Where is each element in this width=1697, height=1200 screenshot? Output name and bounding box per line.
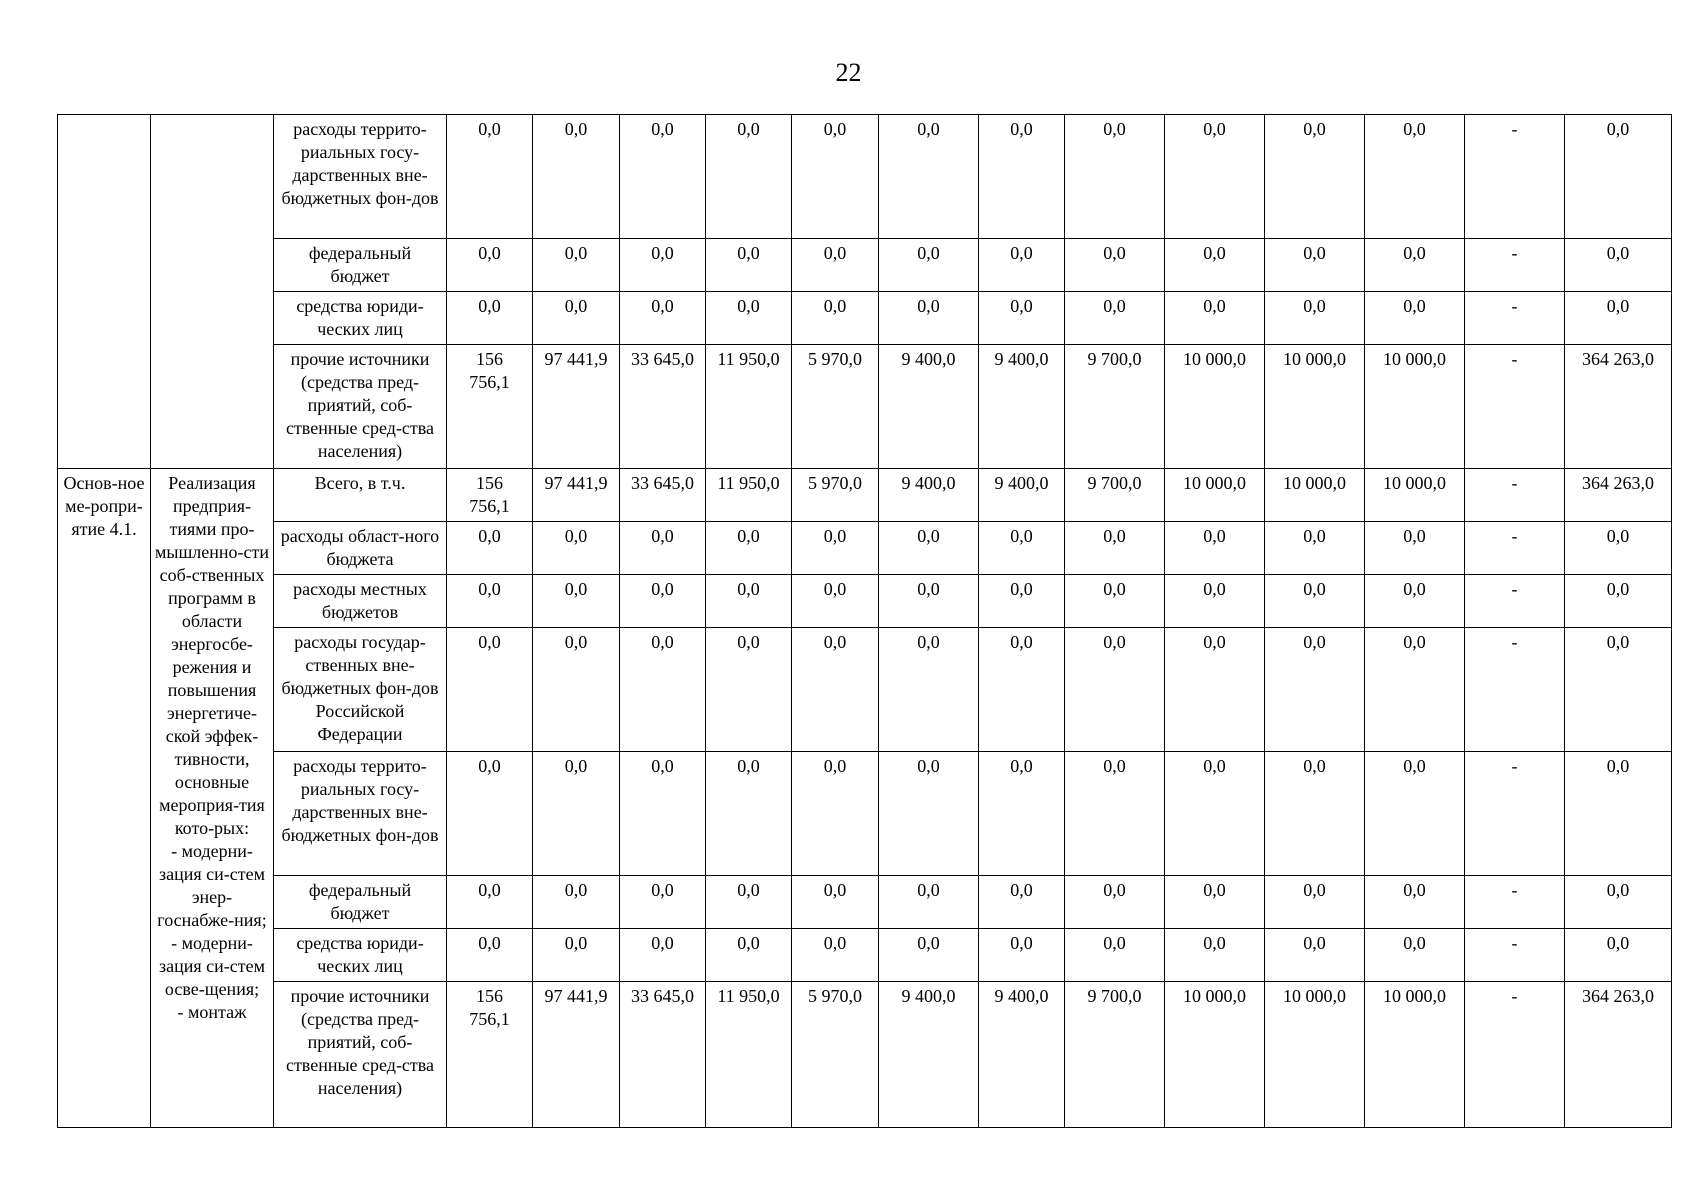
value-cell: 0,0	[879, 522, 979, 575]
value-cell: 33 645,0	[620, 982, 706, 1128]
value-cell: 0,0	[1365, 628, 1465, 752]
value-cell: 0,0	[1165, 876, 1265, 929]
value-cell: 10 000,0	[1265, 469, 1365, 522]
value-cell: 0,0	[447, 522, 533, 575]
value-cell: 9 700,0	[1065, 345, 1165, 469]
value-cell: 0,0	[1165, 752, 1265, 876]
value-cell: 0,0	[620, 115, 706, 239]
table-row	[58, 469, 1672, 522]
value-cell: 0,0	[979, 876, 1065, 929]
value-cell: 156 756,1	[447, 469, 533, 522]
value-cell: 156 756,1	[447, 345, 533, 469]
value-cell: 0,0	[1265, 929, 1365, 982]
value-cell: -	[1465, 292, 1565, 345]
value-cell: 0,0	[1165, 115, 1265, 239]
value-cell: 0,0	[533, 752, 620, 876]
value-cell: 0,0	[1165, 522, 1265, 575]
value-cell: -	[1465, 752, 1565, 876]
total-value-cell: 0,0	[1565, 239, 1672, 292]
value-cell: 0,0	[879, 876, 979, 929]
value-cell: 0,0	[979, 575, 1065, 628]
value-cell: 33 645,0	[620, 469, 706, 522]
value-cell: 0,0	[879, 115, 979, 239]
value-cell: 0,0	[792, 292, 879, 345]
value-cell: 0,0	[620, 876, 706, 929]
value-cell: 0,0	[1065, 522, 1165, 575]
value-cell: 97 441,9	[533, 345, 620, 469]
value-cell: 0,0	[879, 292, 979, 345]
value-cell: 0,0	[706, 115, 792, 239]
value-cell: 0,0	[1065, 239, 1165, 292]
value-cell: 0,0	[533, 522, 620, 575]
total-value-cell: 0,0	[1565, 628, 1672, 752]
value-cell: 0,0	[1165, 239, 1265, 292]
value-cell: 9 400,0	[979, 345, 1065, 469]
total-value-cell: 0,0	[1565, 876, 1672, 929]
value-cell: 0,0	[533, 628, 620, 752]
table-row	[58, 929, 1672, 982]
value-cell: 0,0	[1365, 929, 1465, 982]
total-value-cell: 0,0	[1565, 115, 1672, 239]
value-cell: 0,0	[792, 752, 879, 876]
value-cell: 0,0	[1365, 752, 1465, 876]
value-cell: 0,0	[1065, 575, 1165, 628]
value-cell: 10 000,0	[1165, 982, 1265, 1128]
value-cell: 0,0	[1365, 522, 1465, 575]
measure-code-cell: Основ-ное ме-ропри-ятие 4.1.	[58, 469, 151, 1128]
table-row	[58, 982, 1672, 1128]
value-cell: 0,0	[1365, 575, 1465, 628]
value-cell: 0,0	[533, 239, 620, 292]
value-cell: 9 400,0	[879, 469, 979, 522]
value-cell: 0,0	[1165, 575, 1265, 628]
value-cell: 0,0	[979, 752, 1065, 876]
value-cell: 0,0	[706, 292, 792, 345]
value-cell: 9 700,0	[1065, 982, 1165, 1128]
value-cell: 0,0	[979, 115, 1065, 239]
value-cell: 0,0	[1365, 292, 1465, 345]
value-cell: 10 000,0	[1265, 982, 1365, 1128]
value-cell: 10 000,0	[1265, 345, 1365, 469]
value-cell: 0,0	[706, 522, 792, 575]
total-value-cell: 0,0	[1565, 929, 1672, 982]
funding-source-cell: расходы област-ного бюджета	[274, 522, 447, 575]
value-cell: 0,0	[979, 239, 1065, 292]
value-cell: 0,0	[447, 876, 533, 929]
value-cell: 0,0	[706, 929, 792, 982]
value-cell: 0,0	[1265, 522, 1365, 575]
total-value-cell: 364 263,0	[1565, 345, 1672, 469]
funding-source-cell: федеральный бюджет	[274, 876, 447, 929]
value-cell: 5 970,0	[792, 469, 879, 522]
value-cell: 0,0	[620, 929, 706, 982]
value-cell: 11 950,0	[706, 469, 792, 522]
value-cell: 97 441,9	[533, 982, 620, 1128]
value-cell: 0,0	[620, 575, 706, 628]
value-cell: 0,0	[1065, 752, 1165, 876]
value-cell: 0,0	[792, 628, 879, 752]
value-cell: 10 000,0	[1365, 345, 1465, 469]
value-cell: 0,0	[1065, 929, 1165, 982]
value-cell: 0,0	[620, 292, 706, 345]
value-cell: 0,0	[979, 628, 1065, 752]
value-cell: 0,0	[447, 575, 533, 628]
value-cell: 0,0	[792, 876, 879, 929]
value-cell: 0,0	[1065, 115, 1165, 239]
value-cell: -	[1465, 876, 1565, 929]
value-cell: -	[1465, 239, 1565, 292]
value-cell: 0,0	[620, 239, 706, 292]
total-value-cell: 0,0	[1565, 752, 1672, 876]
table-row	[58, 239, 1672, 292]
value-cell: 0,0	[447, 115, 533, 239]
funding-source-cell: расходы террито-риальных госу-дарственных вне-бюджетных фон-дов	[274, 752, 447, 876]
table-row	[58, 345, 1672, 469]
total-value-cell: 0,0	[1565, 292, 1672, 345]
value-cell: 9 400,0	[979, 982, 1065, 1128]
value-cell: 0,0	[1165, 292, 1265, 345]
measure-name-cell: Реализация предприя-тиями про-мышленно-сти соб-ственных программ в области энергосбе-режения и повышения энергетиче-ской эффек-тивности, основные мероприя-тия кото-рых: - модерни-зация си-стем энер-госнабже-ния; - модерни-зация си-стем осве-щения; - монтаж	[151, 469, 274, 1128]
value-cell: 0,0	[1065, 628, 1165, 752]
table-row	[58, 575, 1672, 628]
value-cell: 0,0	[979, 522, 1065, 575]
table-row	[58, 115, 1672, 239]
value-cell: -	[1465, 345, 1565, 469]
value-cell: 0,0	[1065, 292, 1165, 345]
value-cell: 0,0	[1365, 115, 1465, 239]
value-cell: 0,0	[533, 292, 620, 345]
value-cell: 0,0	[792, 929, 879, 982]
value-cell: -	[1465, 469, 1565, 522]
value-cell: -	[1465, 628, 1565, 752]
funding-source-cell: федеральный бюджет	[274, 239, 447, 292]
value-cell: -	[1465, 115, 1565, 239]
value-cell: 10 000,0	[1165, 345, 1265, 469]
value-cell: 0,0	[792, 522, 879, 575]
value-cell: 0,0	[533, 115, 620, 239]
value-cell: 0,0	[1265, 115, 1365, 239]
value-cell: 0,0	[706, 628, 792, 752]
value-cell: 0,0	[620, 752, 706, 876]
funding-source-cell: Всего, в т.ч.	[274, 469, 447, 522]
value-cell: -	[1465, 982, 1565, 1128]
value-cell: 0,0	[533, 929, 620, 982]
total-value-cell: 364 263,0	[1565, 469, 1672, 522]
table-row	[58, 876, 1672, 929]
value-cell: 0,0	[879, 239, 979, 292]
total-value-cell: 0,0	[1565, 522, 1672, 575]
value-cell: 0,0	[879, 575, 979, 628]
value-cell: 0,0	[879, 752, 979, 876]
value-cell: 0,0	[1265, 239, 1365, 292]
page-number: 22	[835, 58, 862, 87]
value-cell: 0,0	[447, 239, 533, 292]
value-cell: -	[1465, 522, 1565, 575]
value-cell: -	[1465, 929, 1565, 982]
total-value-cell: 364 263,0	[1565, 982, 1672, 1128]
value-cell: 0,0	[447, 752, 533, 876]
value-cell: 0,0	[1065, 876, 1165, 929]
value-cell: 0,0	[1265, 752, 1365, 876]
value-cell: 0,0	[979, 929, 1065, 982]
funding-source-cell: прочие источники (средства пред-приятий, соб-ственные сред-ства населения)	[274, 345, 447, 469]
value-cell: 10 000,0	[1365, 469, 1465, 522]
budget-table	[57, 114, 1672, 1128]
table-row	[58, 628, 1672, 752]
value-cell: 11 950,0	[706, 345, 792, 469]
value-cell: 0,0	[879, 929, 979, 982]
value-cell: 0,0	[1265, 876, 1365, 929]
total-value-cell: 0,0	[1565, 575, 1672, 628]
value-cell: 0,0	[1165, 628, 1265, 752]
value-cell: 0,0	[979, 292, 1065, 345]
table-row	[58, 522, 1672, 575]
value-cell: 0,0	[447, 628, 533, 752]
value-cell: 0,0	[706, 752, 792, 876]
value-cell: 0,0	[792, 575, 879, 628]
value-cell: 0,0	[792, 239, 879, 292]
value-cell: 5 970,0	[792, 982, 879, 1128]
value-cell: 0,0	[879, 628, 979, 752]
value-cell: 0,0	[1365, 239, 1465, 292]
value-cell: 0,0	[706, 876, 792, 929]
measure-name-cell	[151, 115, 274, 469]
funding-source-cell: прочие источники (средства пред-приятий, соб-ственные сред-ства населения)	[274, 982, 447, 1128]
value-cell: 9 400,0	[879, 345, 979, 469]
value-cell: 0,0	[1265, 292, 1365, 345]
value-cell: 97 441,9	[533, 469, 620, 522]
table-row	[58, 292, 1672, 345]
value-cell: 0,0	[1265, 628, 1365, 752]
value-cell: 0,0	[447, 929, 533, 982]
measure-code-cell	[58, 115, 151, 469]
value-cell: 11 950,0	[706, 982, 792, 1128]
value-cell: 0,0	[533, 575, 620, 628]
value-cell: 10 000,0	[1165, 469, 1265, 522]
value-cell: 9 700,0	[1065, 469, 1165, 522]
value-cell: 0,0	[792, 115, 879, 239]
value-cell: 10 000,0	[1365, 982, 1465, 1128]
value-cell: 0,0	[706, 575, 792, 628]
value-cell: 0,0	[620, 522, 706, 575]
value-cell: 0,0	[706, 239, 792, 292]
value-cell: 0,0	[1165, 929, 1265, 982]
value-cell: 0,0	[620, 628, 706, 752]
value-cell: 33 645,0	[620, 345, 706, 469]
value-cell: 0,0	[533, 876, 620, 929]
value-cell: 5 970,0	[792, 345, 879, 469]
funding-source-cell: расходы местных бюджетов	[274, 575, 447, 628]
value-cell: 156 756,1	[447, 982, 533, 1128]
funding-source-cell: расходы террито-риальных госу-дарственных вне-бюджетных фон-дов	[274, 115, 447, 239]
value-cell: -	[1465, 575, 1565, 628]
value-cell: 9 400,0	[879, 982, 979, 1128]
funding-source-cell: средства юриди-ческих лиц	[274, 929, 447, 982]
value-cell: 0,0	[1365, 876, 1465, 929]
value-cell: 0,0	[447, 292, 533, 345]
value-cell: 0,0	[1265, 575, 1365, 628]
table-row	[58, 752, 1672, 876]
funding-source-cell: средства юриди-ческих лиц	[274, 292, 447, 345]
value-cell: 9 400,0	[979, 469, 1065, 522]
funding-source-cell: расходы государ-ственных вне-бюджетных фон-дов Российской Федерации	[274, 628, 447, 752]
